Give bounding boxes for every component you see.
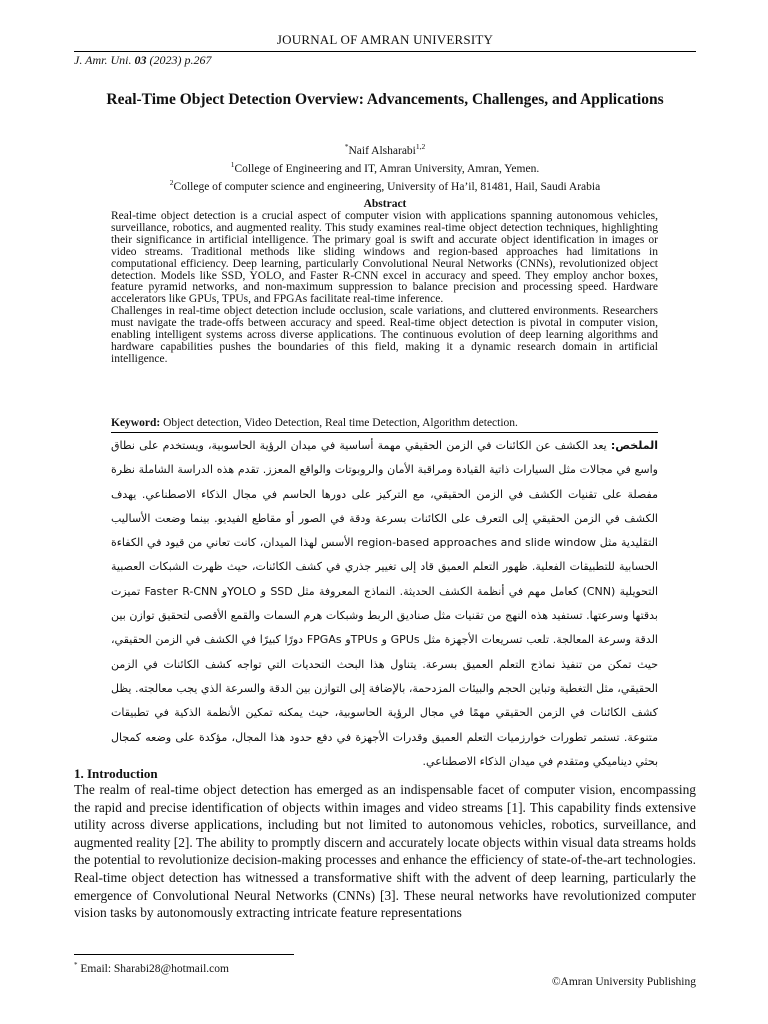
affiliation-1: $^1$College of Engineering and IT, Amran University, Amran, Yemen. (230, 159, 540, 175)
keywords-text: Object detection, Video Detection, Real time Detection, Algorithm detection. (163, 417, 518, 429)
citation-volume: 03 (134, 53, 147, 67)
abstract-body (111, 211, 658, 366)
arabic-abstract-text: يعد الكشف عن الكائنات في الزمن الحقيقي مهمة أساسية في ميدان الرؤية الحاسوبية، ويستخدم على نطاق واسع في مجالات مثل السيارات ذاتية القيادة ومراقبة الأمان والروبوتات والواقع المعزز. تقدم هذه الدراسة الشاملة نظرة مفصلة على تقنيات الكشف في الزمن الحقيقي، مع التركيز على دورها الحاسم في مجال الذكاء الاصطناعي. يهدف الكشف في الزمن الحقيقي إلى التعرف على الكائنات بسرعة ودقة في الصور أو مقاطع الفيديو. بينما وضعت الأساليب التقليدية مثل region-based approaches and slide window الأسس لهذا الميدان، كانت تعاني من قيود في الكفاءة الحسابية للتطبيقات الفعلية. ظهور التعلم العميق قاد إلى تغيير جذري في كشف الكائنات، حيث ظهرت الشبكات العصبية التحويلية (CNN) كعامل مهم في أنظمة الكشف الحديثة. النماذج المعروفة مثل SSD و YOLOو Faster R-CNN تميزت بدقتها وسرعتها. تستفيد هذه النهج من تقنيات مثل صناديق الربط وشبكات هرم السمات والقمع الأقصى لتحقيق توازن بين الدقة وسرعة المعالجة. تلعب تسريعات الأجهزة مثل GPUs و TPUsو FPGAs دورًا كبيرًا في الكشف في الزمن الحقيقي، حيث تمكن من تنفيذ نماذج التعلم العميق بسرعة. يتناول هذا البحث التحديات التي تواجه كشف الكائنات في الزمن الحقيقي، مثل التغطية وتباين الحجم والبيئات المزدحمة، بالإضافة إلى التوازن بين الدقة والسرعة الذي يجب معالجته. يظل كشف الكائنات في الزمن الحقيقي مهمًا في مجال الرؤية الحاسوبية، حيث يمكنه تمكين الأنظمة الذكية في تطبيقات متنوعة. تستمر تطورات خوارزميات التعلم العميق وقدرات الأجهزة في دفع حدود هذا المجال، مؤكدة على وضعه كمجال بحثي ديناميكي ومتقدم في ميدان الذكاء الاصطناعي. (111, 439, 659, 768)
citation-line (74, 53, 211, 68)
footnote-email: Email: Sharabi28@hotmail.com (80, 962, 229, 975)
footnote (74, 961, 229, 975)
header-rule (74, 51, 696, 52)
introduction-text: The realm of real-time object detection has emerged as an indispensable facet of computer vision, encompassing the rapid and precise identification of objects within images and video streams [1]. This capability finds extensive utility across diverse applications, including but not limited to autonomous vehicles, robotics, surveillance, and augmented reality [2]. The ability to promptly discern and accurately locate objects within visual data streams holds the potential to revolutionize decision-making processes and enhance the efficiency of state-of-the-art technologies. Real-time object detection has witnessed a transformative shift with the advent of deep learning, particularly the emergence of Convolutional Neural Networks (CNNs) [3]. These neural networks have revolutionized computer vision tasks by autonomously extracting intricate feature representations (74, 782, 696, 921)
footnote-rule (74, 954, 294, 955)
journal-name: JOURNAL OF AMRAN UNIVERSITY (276, 32, 494, 47)
section-heading-introduction: 1. Introduction (74, 766, 158, 781)
corresponding-mark: * (344, 142, 349, 151)
abstract-paragraph-1: Real-time object detection is a crucial aspect of computer vision with applications spanning autonomous vehicles, surveillance, robotics, and augmented reality. This study examines real-time object detection techniques, highlighting their significance in artificial intelligence. The primary goal is swift and accurate object identification in images or video streams. Traditional methods like sliding windows and region-based approaches had limitations in computational efficiency. Deep learning, particularly Convolutional Neural Networks (CNNs), revolutionized object detection. Models like SSD, YOLO, and Faster R-CNN excel in accuracy and speed. They employ anchor boxes, feature pyramid networks, and non-maximum suppression to balance precision and processing speed. Hardware accelerators like GPUs, TPUs, and FPGAs facilitate real-time inference. (111, 210, 658, 306)
citation-prefix: J. Amr. Uni. (74, 53, 132, 67)
author-block (74, 140, 696, 193)
citation-suffix: (2023) p.267 (149, 53, 212, 67)
abstract-paragraph-2: Challenges in real-time object detection include occlusion, scale variations, and cluttered environments. Researchers must navigate the trade-offs between accuracy and speed. Real-time object detection is pivotal in computer vision, enabling intelligent systems across diverse applications. The continuous evolution of deep learning algorithms and hardware capabilities pushes the boundaries of this field, making it a dynamic research domain in artificial intelligence. (111, 305, 658, 365)
publisher-credit: ©Amran University Publishing (551, 976, 696, 988)
affiliation-2: $^2$College of computer science and engineering, University of Ha’il, 81481, Hail, Saudi Arabia (169, 177, 601, 193)
author-line (74, 140, 696, 158)
footnote-mark: * (74, 961, 78, 969)
abstract-heading: Abstract (363, 198, 407, 210)
arabic-abstract-label: الملخص: (610, 439, 658, 452)
author-affil-sup: 1,2 (415, 142, 426, 151)
keywords-line (111, 417, 658, 429)
paper-title: Real-Time Object Detection Overview: Advancements, Challenges, and Applications (106, 91, 664, 108)
keywords-rule (111, 432, 658, 433)
arabic-abstract (111, 434, 658, 774)
keywords-label: Keyword: (111, 417, 161, 429)
author-name: Naif Alsharabi (348, 144, 416, 157)
